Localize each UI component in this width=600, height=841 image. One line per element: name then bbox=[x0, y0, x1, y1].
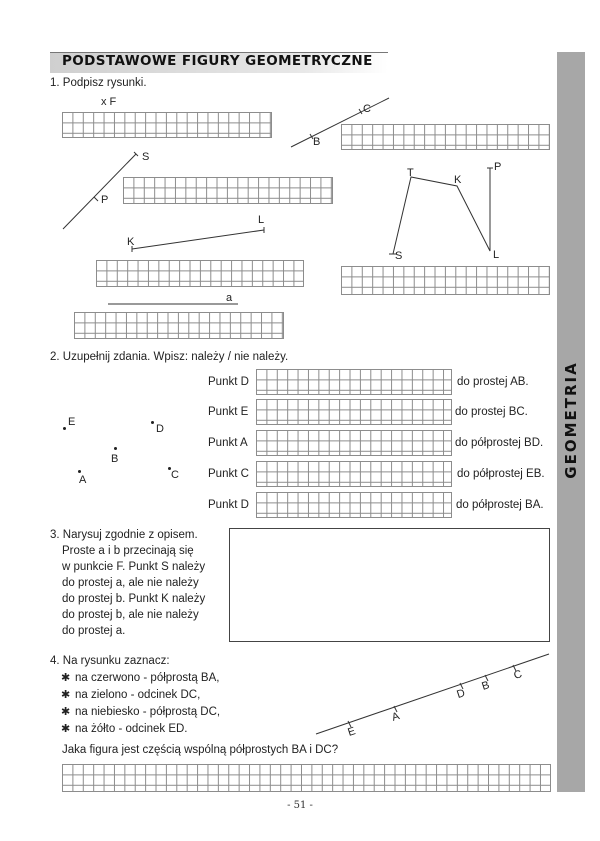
segment-kl bbox=[132, 230, 264, 249]
row2-label: Punkt E bbox=[208, 406, 249, 418]
point-b-label: B bbox=[111, 453, 119, 465]
label-k2: K bbox=[127, 236, 135, 248]
row5-label: Punkt D bbox=[208, 499, 249, 511]
task4-item-4: na żółto - odcinek ED. bbox=[75, 723, 188, 735]
label-l2: L bbox=[493, 249, 500, 261]
answer-grid-6[interactable] bbox=[74, 312, 284, 339]
task3-line-5: do prostej b. Punkt K należy bbox=[62, 593, 206, 605]
label-s2: S bbox=[395, 250, 403, 262]
row4-label: Punkt C bbox=[208, 468, 249, 480]
answer-grid-1[interactable] bbox=[62, 112, 272, 138]
row5-grid[interactable] bbox=[256, 492, 452, 518]
bullet-star-icon: ✱ bbox=[61, 723, 71, 735]
row1-grid[interactable] bbox=[256, 369, 452, 395]
line-point-a: A bbox=[390, 710, 402, 724]
task3-line-6: do prostej b, ale nie należy bbox=[62, 609, 199, 621]
answer-grid-2[interactable] bbox=[341, 124, 550, 150]
task3-line-2: Proste a i b przecinają się bbox=[62, 545, 194, 557]
task4-question: Jaka figura jest częścią wspólną półprostych BA i DC? bbox=[62, 744, 339, 756]
page-number: - 51 - bbox=[287, 800, 313, 811]
page-title: PODSTAWOWE FIGURY GEOMETRYCZNE bbox=[62, 53, 373, 69]
drawing-box[interactable] bbox=[229, 528, 550, 642]
row4-grid[interactable] bbox=[256, 461, 452, 487]
row3-label: Punkt A bbox=[208, 437, 248, 449]
task4-item-3: na niebiesko - półprostą DC, bbox=[75, 706, 221, 718]
answer-grid-5[interactable] bbox=[341, 266, 550, 295]
broken-line bbox=[393, 168, 490, 254]
label-p: P bbox=[101, 194, 109, 206]
tick-p bbox=[94, 197, 98, 201]
bullet-star-icon: ✱ bbox=[61, 689, 71, 701]
row2-suffix: do prostej BC. bbox=[455, 406, 528, 418]
row5-suffix: do półprostej BA. bbox=[456, 499, 544, 511]
task3-line-3: w punkcie F. Punkt S należy bbox=[62, 561, 206, 573]
task3-line-7: do prostej a. bbox=[62, 625, 126, 637]
task1-instruction: 1. Podpisz rysunki. bbox=[50, 77, 147, 89]
task2-instruction: 2. Uzupełnij zdania. Wpisz: należy / nie należy. bbox=[50, 351, 289, 363]
task4-item-2: na zielono - odcinek DC, bbox=[75, 689, 201, 701]
row1-suffix: do prostej AB. bbox=[457, 376, 529, 388]
label-l: L bbox=[258, 214, 265, 226]
point-d-dot bbox=[151, 421, 154, 424]
label-c: C bbox=[363, 103, 371, 115]
task3-line-4: do prostej a, ale nie należy bbox=[62, 577, 199, 589]
point-a-dot bbox=[78, 470, 81, 473]
row3-suffix: do półprostej BD. bbox=[455, 437, 544, 449]
point-e-label: E bbox=[68, 416, 76, 428]
label-t: T bbox=[407, 167, 414, 179]
task3-line-1: 3. Narysuj zgodnie z opisem. bbox=[50, 529, 198, 541]
point-e-dot bbox=[63, 427, 66, 430]
label-p2: P bbox=[494, 161, 502, 173]
point-b-dot bbox=[114, 447, 117, 450]
label-xf: x F bbox=[101, 96, 117, 108]
point-a-label: A bbox=[79, 474, 87, 486]
label-b: B bbox=[313, 136, 321, 148]
line-point-b: B bbox=[480, 679, 492, 693]
row1-label: Punkt D bbox=[208, 376, 249, 388]
row4-suffix: do półprostej EB. bbox=[457, 468, 545, 480]
row2-grid[interactable] bbox=[256, 399, 452, 425]
label-s: S bbox=[142, 151, 150, 163]
side-label: GEOMETRIA bbox=[562, 361, 580, 479]
line-point-d: D bbox=[455, 687, 467, 701]
answer-grid-question[interactable] bbox=[62, 764, 551, 792]
line-point-e: E bbox=[346, 725, 358, 739]
point-d-label: D bbox=[156, 423, 164, 435]
task4-item-1: na czerwono - półprostą BA, bbox=[75, 672, 220, 684]
answer-grid-3[interactable] bbox=[123, 177, 333, 204]
answer-grid-4[interactable] bbox=[96, 260, 304, 287]
point-c-label: C bbox=[171, 469, 179, 481]
label-a: a bbox=[226, 292, 233, 304]
bullet-star-icon: ✱ bbox=[61, 706, 71, 718]
task4-instruction: 4. Na rysunku zaznacz: bbox=[50, 655, 170, 667]
line-point-c: C bbox=[512, 668, 524, 682]
label-k: K bbox=[454, 174, 462, 186]
bullet-star-icon: ✱ bbox=[61, 672, 71, 684]
row3-grid[interactable] bbox=[256, 430, 452, 456]
